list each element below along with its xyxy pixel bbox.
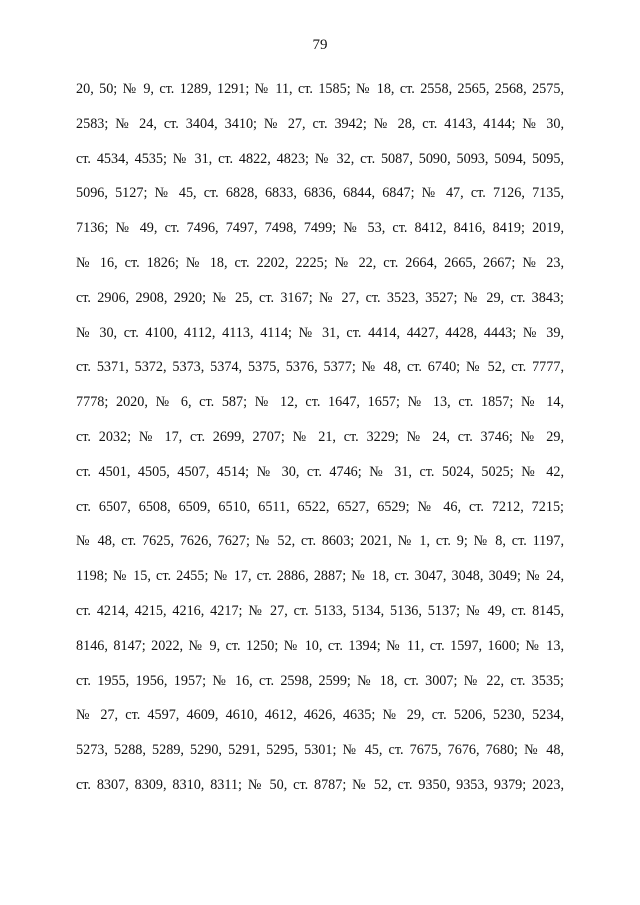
text-line: 5096, 5127; № 45, ст. 6828, 6833, 6836, 6844, 6847; № 47, ст. 7126, 7135, [76, 185, 564, 202]
text-line: № 27, ст. 4597, 4609, 4610, 4612, 4626, 4635; № 29, ст. 5206, 5230, 5234, [76, 707, 564, 724]
text-line: 7136; № 49, ст. 7496, 7497, 7498, 7499; № 53, ст. 8412, 8416, 8419; 2019, [76, 220, 564, 237]
text-line: ст. 4214, 4215, 4216, 4217; № 27, ст. 5133, 5134, 5136, 5137; № 49, ст. 8145, [76, 602, 564, 619]
text-line: 8146, 8147; 2022, № 9, ст. 1250; № 10, ст. 1394; № 11, ст. 1597, 1600; № 13, [76, 637, 564, 654]
text-line: ст. 4534, 4535; № 31, ст. 4822, 4823; № 32, ст. 5087, 5090, 5093, 5094, 5095, [76, 150, 564, 167]
text-line: ст. 4501, 4505, 4507, 4514; № 30, ст. 4746; № 31, ст. 5024, 5025; № 42, [76, 463, 564, 480]
text-line: 2583; № 24, ст. 3404, 3410; № 27, ст. 3942; № 28, ст. 4143, 4144; № 30, [76, 115, 564, 132]
text-line: ст. 8307, 8309, 8310, 8311; № 50, ст. 8787; № 52, ст. 9350, 9353, 9379; 2023, [76, 776, 564, 793]
text-line: № 30, ст. 4100, 4112, 4113, 4114; № 31, ст. 4414, 4427, 4428, 4443; № 39, [76, 324, 564, 341]
page-number: 79 [312, 37, 328, 53]
text-line: 7778; 2020, № 6, ст. 587; № 12, ст. 1647, 1657; № 13, ст. 1857; № 14, [76, 394, 564, 411]
text-line: ст. 2032; № 17, ст. 2699, 2707; № 21, ст. 3229; № 24, ст. 3746; № 29, [76, 428, 564, 445]
body-text [76, 72, 564, 803]
text-line: № 48, ст. 7625, 7626, 7627; № 52, ст. 8603; 2021, № 1, ст. 9; № 8, ст. 1197, [76, 533, 564, 550]
text-line: ст. 6507, 6508, 6509, 6510, 6511, 6522, 6527, 6529; № 46, ст. 7212, 7215; [76, 498, 564, 515]
text-line: № 16, ст. 1826; № 18, ст. 2202, 2225; № 22, ст. 2664, 2665, 2667; № 23, [76, 254, 564, 271]
text-line: ст. 5371, 5372, 5373, 5374, 5375, 5376, 5377; № 48, ст. 6740; № 52, ст. 7777, [76, 359, 564, 376]
text-line: 5273, 5288, 5289, 5290, 5291, 5295, 5301; № 45, ст. 7675, 7676, 7680; № 48, [76, 742, 564, 759]
text-line: 20, 50; № 9, ст. 1289, 1291; № 11, ст. 1585; № 18, ст. 2558, 2565, 2568, 2575, [76, 81, 564, 97]
text-line: 1198; № 15, ст. 2455; № 17, ст. 2886, 2887; № 18, ст. 3047, 3048, 3049; № 24, [76, 568, 564, 585]
text-line: ст. 2906, 2908, 2920; № 25, ст. 3167; № 27, ст. 3523, 3527; № 29, ст. 3843; [76, 289, 564, 306]
text-line: ст. 1955, 1956, 1957; № 16, ст. 2598, 2599; № 18, ст. 3007; № 22, ст. 3535; [76, 672, 564, 689]
